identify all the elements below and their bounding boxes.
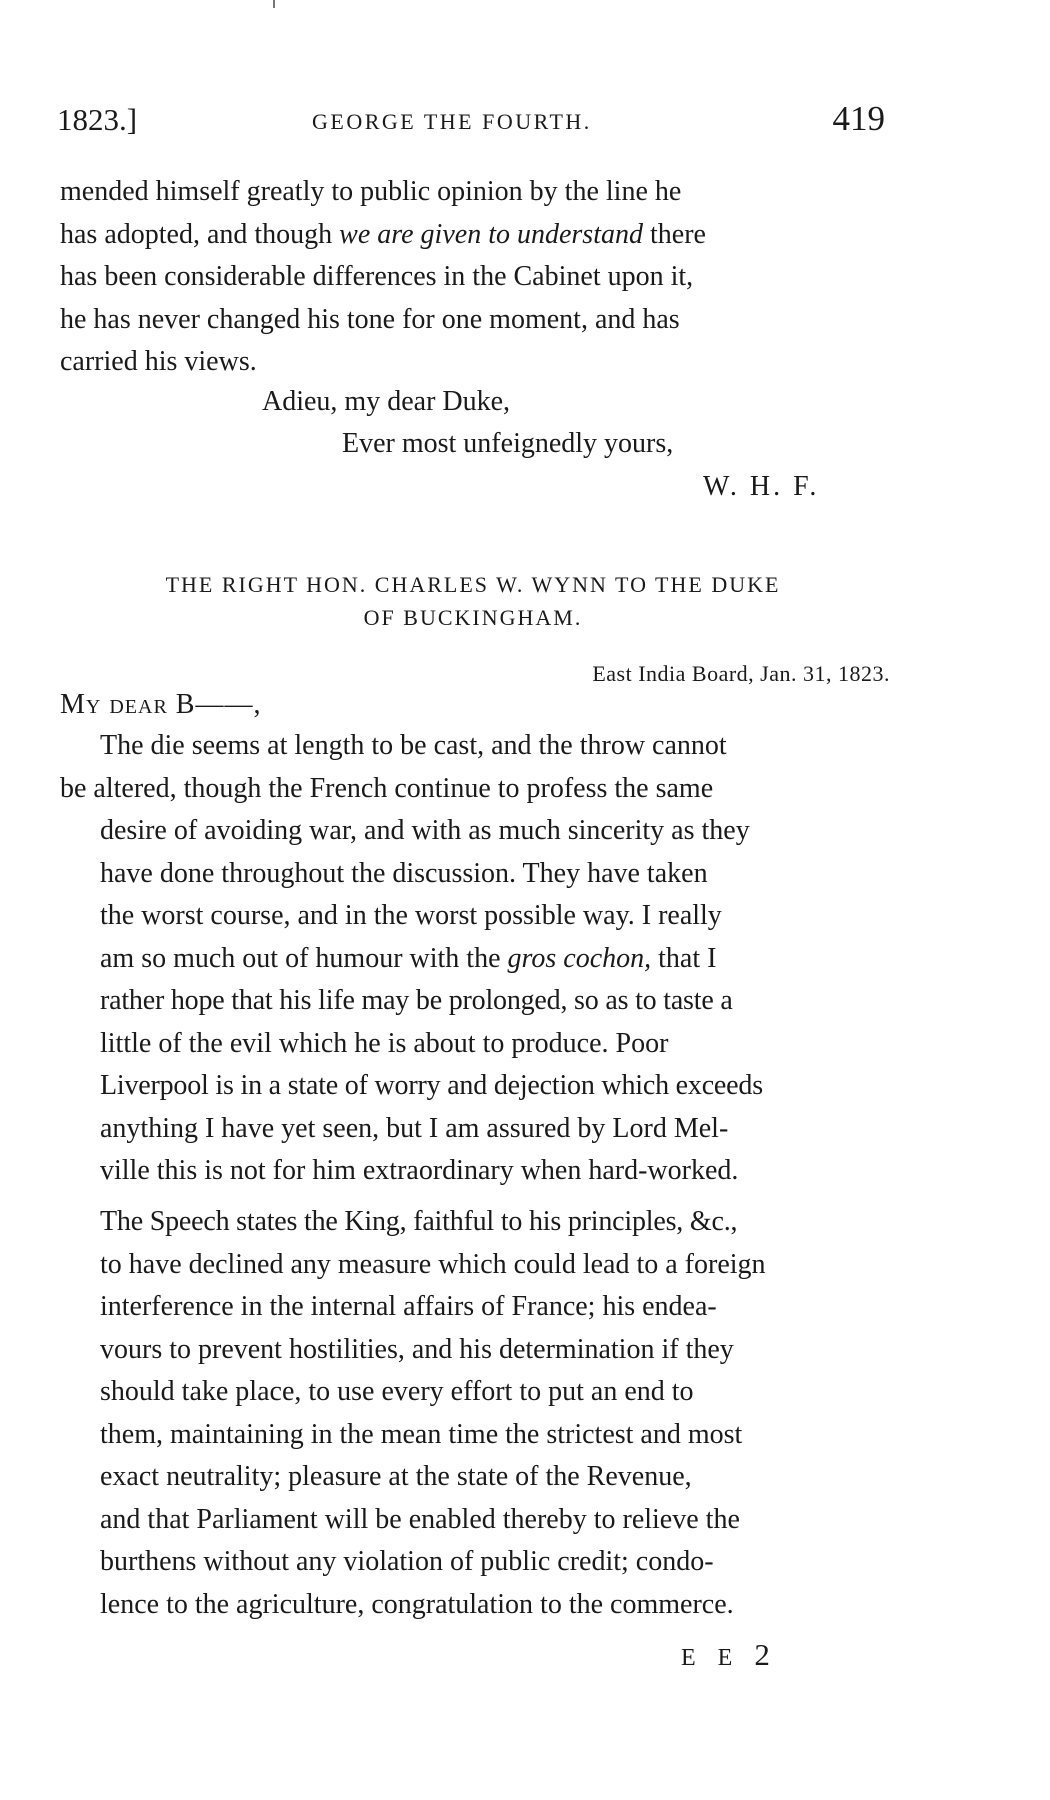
text-run: has adopted, and though xyxy=(60,218,340,250)
paragraph-continuation xyxy=(60,171,886,384)
text-line: interference in the internal affairs of France; his endea- xyxy=(100,1291,717,1322)
letter-heading-line: THE RIGHT HON. CHARLES W. WYNN TO THE DUKE xyxy=(165,572,781,597)
text-line: little of the evil which he is about to produce. Poor xyxy=(100,1027,669,1059)
text-run: there xyxy=(642,218,706,250)
text-line xyxy=(60,938,886,981)
text-line: burthens without any violation of public credit; condo- xyxy=(100,1546,714,1577)
salutation-text: My dear B——, xyxy=(60,689,262,720)
header-title: GEORGE THE FOURTH. xyxy=(312,109,592,134)
text-line xyxy=(60,214,886,257)
letter-heading-line: OF BUCKINGHAM. xyxy=(363,605,583,630)
running-header xyxy=(57,99,887,142)
text-line: to have declined any measure which could lead to a foreign xyxy=(100,1248,766,1280)
text-line: have done throughout the discussion. They have taken xyxy=(100,857,708,889)
page-number: 419 xyxy=(832,99,885,138)
printer-signature-mark xyxy=(681,1637,770,1673)
letter-dateline: East India Board, Jan. 31, 1823. xyxy=(592,661,890,686)
text-line: anything I have yet seen, but I am assured by Lord Mel- xyxy=(100,1112,729,1144)
text-line: vours to prevent hostilities, and his determination if they xyxy=(100,1333,734,1365)
letter-paragraph xyxy=(60,725,886,1193)
letter-salutation xyxy=(60,689,261,721)
text-line: desire of avoiding war, and with as much sincerity as they xyxy=(100,815,750,846)
closing-adieu: Adieu, my dear Duke, xyxy=(262,386,511,417)
text-line: The die seems at length to be cast, and the throw cannot xyxy=(100,730,727,761)
italic-phrase: gros cochon, xyxy=(507,942,652,974)
text-line: lence to the agriculture, congratulation to the commerce. xyxy=(100,1588,734,1620)
text-line: has been considerable differences in the Cabinet upon it, xyxy=(60,261,694,292)
text-line: exact neutrality; pleasure at the state of the Revenue, xyxy=(100,1461,692,1492)
text-line: should take place, to use every effort to put an end to xyxy=(100,1376,694,1407)
text-line: he has never changed his tone for one moment, and has xyxy=(60,303,680,335)
text-run: that I xyxy=(651,942,717,974)
text-line: mended himself greatly to public opinion by the line he xyxy=(60,176,682,207)
letter-paragraph xyxy=(60,1201,886,1626)
text-line: be altered, though the French continue to profess the same xyxy=(60,772,714,804)
text-line: and that Parliament will be enabled thereby to relieve the xyxy=(100,1503,740,1535)
text-line: them, maintaining in the mean time the strictest and most xyxy=(100,1418,743,1450)
signature-number: 2 xyxy=(754,1637,770,1672)
text-line: rather hope that his life may be prolonged, so as to taste a xyxy=(100,985,733,1016)
closing-signature: W. H. F. xyxy=(703,471,820,502)
scan-mark xyxy=(273,0,275,8)
text-line: the worst course, and in the worst possible way. I really xyxy=(100,900,722,931)
letter-heading xyxy=(60,568,886,634)
italic-phrase: we are given to understand xyxy=(339,218,643,250)
text-line: Liverpool is in a state of worry and dejection which exceeds xyxy=(100,1070,763,1101)
closing-valediction: Ever most unfeignedly yours, xyxy=(342,428,674,459)
text-line: carried his views. xyxy=(60,346,257,377)
header-year: 1823.] xyxy=(57,102,138,137)
text-line: The Speech states the King, faithful to his principles, &c., xyxy=(100,1206,738,1237)
text-line: ville this is not for him extraordinary when hard-worked. xyxy=(100,1155,739,1186)
text-run: am so much out of humour with the xyxy=(100,942,508,974)
signature-letters: E E xyxy=(681,1645,741,1671)
